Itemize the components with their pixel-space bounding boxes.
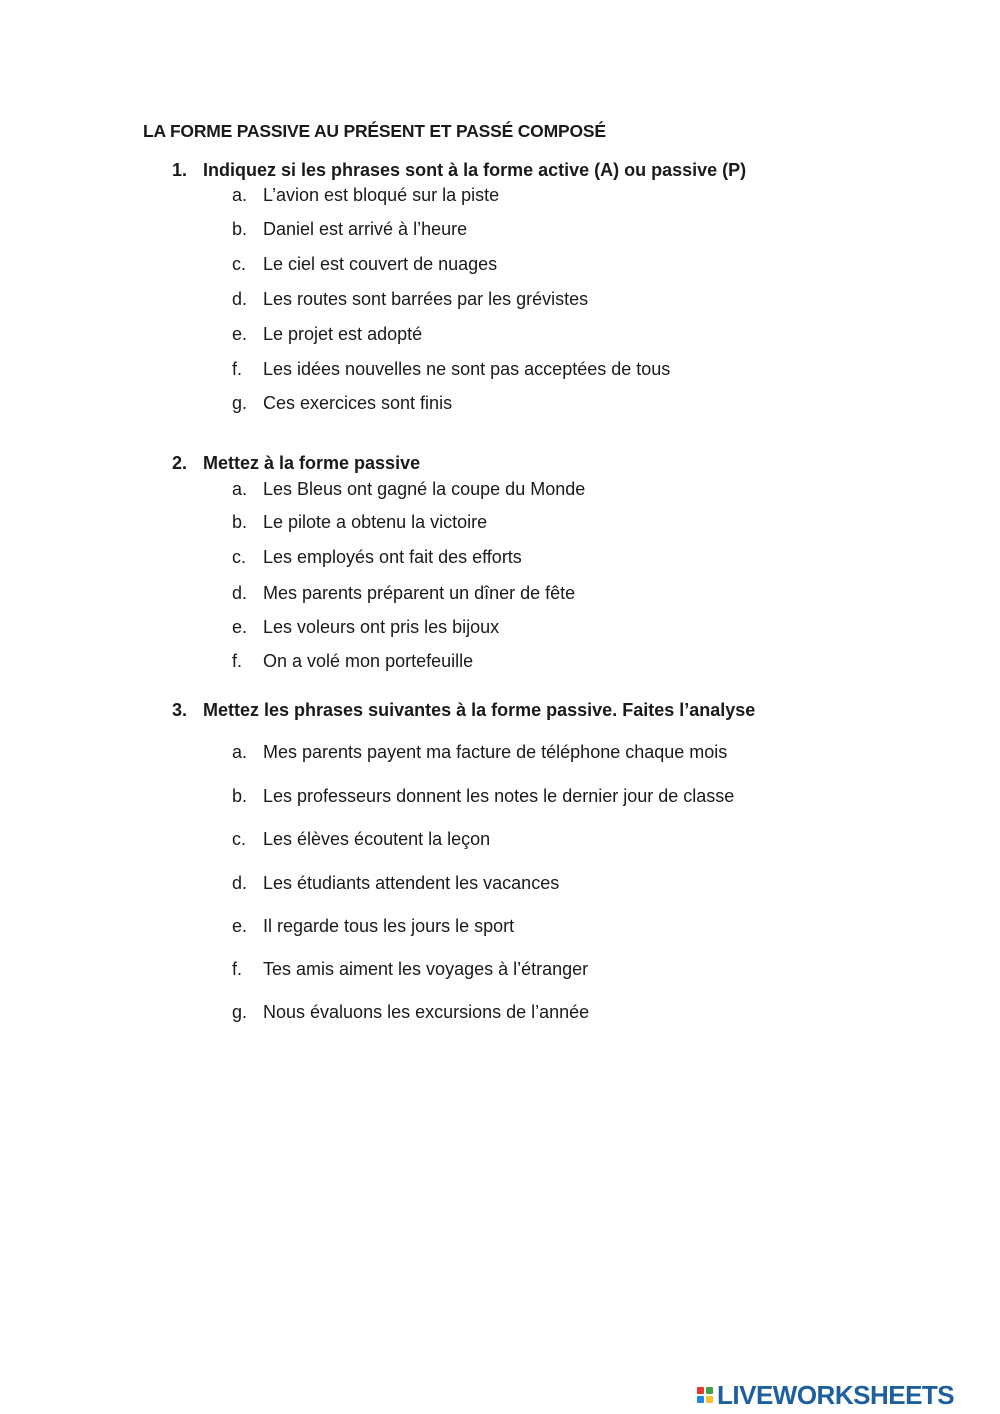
- item-letter: g.: [232, 393, 248, 413]
- item-letter: e.: [232, 617, 248, 637]
- item-text: Les idées nouvelles ne sont pas acceptées de tous: [263, 359, 671, 379]
- item-text: Mes parents préparent un dîner de fête: [263, 583, 576, 603]
- item-text: Daniel est arrivé à l’heure: [263, 219, 468, 239]
- list-item: [232, 617, 499, 638]
- section-heading: [172, 700, 755, 721]
- item-text: Mes parents payent ma facture de téléphone chaque mois: [263, 742, 728, 762]
- item-text: Les professeurs donnent les notes le dernier jour de classe: [263, 786, 735, 806]
- item-text: Ces exercices sont finis: [263, 393, 453, 413]
- list-item: [232, 651, 473, 672]
- item-letter: d.: [232, 873, 248, 893]
- item-text: L’avion est bloqué sur la piste: [263, 185, 500, 205]
- item-letter: b.: [232, 786, 248, 806]
- liveworksheets-logo: [697, 1380, 954, 1410]
- item-letter: d.: [232, 289, 248, 309]
- list-item: [232, 829, 490, 850]
- list-item: [232, 219, 467, 240]
- list-item: [232, 185, 499, 206]
- logo-square-green: [706, 1387, 713, 1394]
- list-item: [232, 359, 670, 380]
- list-item: [232, 873, 559, 894]
- item-text: Les routes sont barrées par les grévistes: [263, 289, 589, 309]
- item-letter: f.: [232, 359, 243, 379]
- item-text: Les employés ont fait des efforts: [263, 547, 522, 567]
- list-item: [232, 742, 727, 763]
- section-number: 2.: [172, 453, 188, 473]
- list-item: [232, 289, 588, 310]
- logo-text: LIVEWORKSHEETS: [717, 1379, 955, 1410]
- item-text: Le ciel est couvert de nuages: [263, 254, 498, 274]
- item-letter: b.: [232, 219, 248, 239]
- item-letter: c.: [232, 254, 247, 274]
- item-letter: d.: [232, 583, 248, 603]
- section-heading: [172, 453, 420, 474]
- item-letter: f.: [232, 959, 243, 979]
- list-item: [232, 786, 734, 807]
- item-letter: c.: [232, 547, 247, 567]
- item-letter: e.: [232, 324, 248, 344]
- logo-square-red: [697, 1387, 704, 1394]
- list-item: [232, 254, 497, 275]
- item-text: On a volé mon portefeuille: [263, 651, 474, 671]
- logo-mark-icon: [697, 1387, 713, 1403]
- item-text: Les élèves écoutent la leçon: [263, 829, 491, 849]
- item-letter: g.: [232, 1002, 248, 1022]
- item-text: Les étudiants attendent les vacances: [263, 873, 560, 893]
- item-text: Les Bleus ont gagné la coupe du Monde: [263, 479, 586, 499]
- list-item: [232, 583, 575, 604]
- list-item: [232, 324, 422, 345]
- section-number: 1.: [172, 160, 188, 180]
- list-item: [232, 959, 588, 980]
- section-heading: [172, 160, 746, 181]
- logo-square-yellow: [706, 1396, 713, 1403]
- item-letter: e.: [232, 916, 248, 936]
- item-text: Le pilote a obtenu la victoire: [263, 512, 488, 532]
- list-item: [232, 1002, 589, 1023]
- section-heading-text: Mettez à la forme passive: [203, 453, 421, 473]
- list-item: [232, 393, 452, 414]
- item-text: Le projet est adopté: [263, 324, 423, 344]
- item-letter: a.: [232, 185, 248, 205]
- list-item: [232, 479, 585, 500]
- list-item: [232, 512, 487, 533]
- logo-square-blue: [697, 1396, 704, 1403]
- item-text: Il regarde tous les jours le sport: [263, 916, 515, 936]
- item-letter: b.: [232, 512, 248, 532]
- item-letter: c.: [232, 829, 247, 849]
- list-item: [232, 547, 522, 568]
- page-title: LA FORME PASSIVE AU PRÉSENT ET PASSÉ COMPOSÉ: [143, 121, 606, 141]
- item-letter: a.: [232, 479, 248, 499]
- item-text: Les voleurs ont pris les bijoux: [263, 617, 500, 637]
- section-heading-text: Mettez les phrases suivantes à la forme passive. Faites l’analyse: [203, 700, 756, 720]
- item-text: Nous évaluons les excursions de l’année: [263, 1002, 590, 1022]
- list-item: [232, 916, 514, 937]
- item-text: Tes amis aiment les voyages à l’étranger: [263, 959, 589, 979]
- section-heading-text: Indiquez si les phrases sont à la forme active (A) ou passive (P): [203, 160, 747, 180]
- item-letter: f.: [232, 651, 243, 671]
- item-letter: a.: [232, 742, 248, 762]
- section-number: 3.: [172, 700, 188, 720]
